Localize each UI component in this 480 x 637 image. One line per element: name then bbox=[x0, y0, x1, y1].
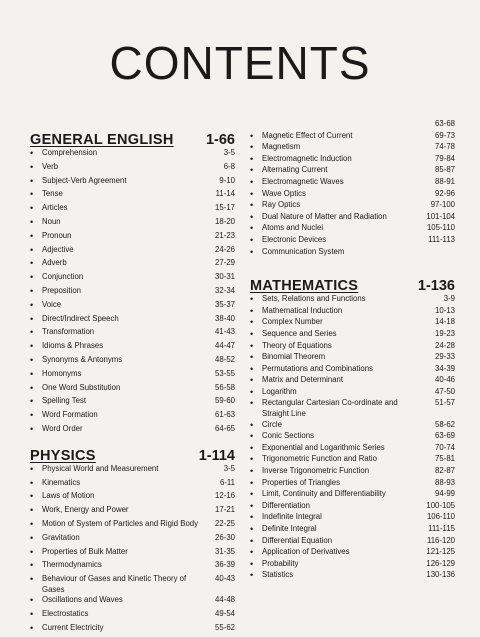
list-item bbox=[250, 536, 455, 548]
bullet-icon: • bbox=[250, 512, 254, 523]
item-title: Idioms & Phrases bbox=[42, 341, 104, 351]
item-title: Synonyms & Antonyms bbox=[42, 354, 123, 364]
list-item bbox=[250, 223, 455, 235]
item-title: Current Electricity bbox=[42, 622, 104, 632]
item-pages: 106-110 bbox=[426, 512, 455, 522]
bullet-icon: • bbox=[250, 188, 254, 199]
list-item bbox=[250, 501, 455, 513]
item-pages: 126-129 bbox=[426, 558, 455, 568]
list-item bbox=[30, 369, 235, 383]
list-item bbox=[30, 327, 235, 341]
item-pages: 88-93 bbox=[435, 477, 455, 487]
bullet-icon: • bbox=[30, 463, 34, 474]
list-item bbox=[250, 466, 455, 478]
list-item bbox=[250, 329, 455, 341]
item-title: Differentiation bbox=[262, 500, 310, 510]
section-range: 1-136 bbox=[417, 278, 455, 295]
section-header bbox=[30, 128, 235, 148]
list-item bbox=[30, 478, 235, 492]
item-pages: 27-29 bbox=[215, 258, 235, 268]
list-item bbox=[30, 533, 235, 547]
item-title: Pronoun bbox=[42, 230, 72, 240]
item-pages: 97-100 bbox=[430, 200, 455, 210]
item-title: Electromagnetic Induction bbox=[262, 153, 352, 163]
list-item bbox=[250, 375, 455, 387]
list-item bbox=[30, 609, 235, 623]
list-item bbox=[250, 547, 455, 559]
item-list bbox=[250, 131, 455, 259]
bullet-icon: • bbox=[250, 477, 254, 488]
item-title: Verb bbox=[42, 161, 59, 171]
item-pages: 130-136 bbox=[426, 570, 455, 580]
item-pages: 40-46 bbox=[435, 375, 455, 385]
item-pages: 31-35 bbox=[215, 546, 235, 556]
item-pages: 9-10 bbox=[219, 175, 235, 185]
item-pages: 11-14 bbox=[215, 189, 235, 199]
bullet-icon: • bbox=[30, 341, 34, 352]
section-general-english bbox=[30, 128, 235, 438]
item-title: Word Formation bbox=[42, 410, 98, 420]
list-item bbox=[250, 154, 455, 166]
item-pages: 94-99 bbox=[435, 489, 455, 499]
bullet-icon: • bbox=[30, 272, 34, 283]
item-title: Mathematical Induction bbox=[262, 305, 343, 315]
item-pages: 47-50 bbox=[435, 386, 455, 396]
item-pages: 18-20 bbox=[215, 216, 235, 226]
item-title: Definite Integral bbox=[262, 524, 317, 533]
item-title: Wave Optics bbox=[262, 188, 306, 198]
item-title: One Word Substitution bbox=[42, 382, 121, 392]
bullet-icon: • bbox=[250, 130, 254, 141]
bullet-icon: • bbox=[250, 386, 254, 397]
item-title: Thermodynamics bbox=[42, 560, 102, 570]
item-pages: 48-52 bbox=[215, 354, 235, 364]
bullet-icon: • bbox=[250, 340, 254, 351]
list-item bbox=[30, 519, 235, 533]
item-pages: 40-43 bbox=[215, 574, 235, 584]
list-item bbox=[250, 559, 455, 571]
bullet-icon: • bbox=[250, 570, 254, 581]
bullet-icon: • bbox=[30, 396, 34, 407]
item-pages: 35-37 bbox=[215, 299, 235, 309]
item-title: Articles bbox=[42, 203, 68, 213]
list-item bbox=[250, 364, 455, 376]
item-pages: 38-40 bbox=[215, 313, 235, 323]
list-item bbox=[30, 217, 235, 231]
list-item bbox=[250, 317, 455, 329]
item-pages: 59-60 bbox=[215, 396, 235, 406]
item-pages: 49-54 bbox=[215, 609, 235, 619]
item-title: Physical World and Measurement bbox=[42, 463, 159, 473]
item-pages: 17-21 bbox=[215, 505, 235, 515]
item-pages: 111-115 bbox=[428, 524, 455, 533]
list-item bbox=[30, 491, 235, 505]
section-header bbox=[30, 444, 235, 464]
bullet-icon: • bbox=[250, 535, 254, 546]
bullet-icon: • bbox=[30, 595, 34, 606]
item-pages: 36-39 bbox=[215, 560, 235, 570]
bullet-icon: • bbox=[250, 352, 254, 363]
bullet-icon: • bbox=[30, 313, 34, 324]
bullet-icon: • bbox=[30, 161, 34, 172]
item-pages: 3-9 bbox=[443, 294, 455, 304]
list-item bbox=[30, 231, 235, 245]
list-item bbox=[250, 420, 455, 432]
list-item bbox=[250, 235, 455, 247]
list-item bbox=[250, 524, 455, 536]
bullet-icon: • bbox=[30, 505, 34, 516]
bullet-icon: • bbox=[250, 375, 254, 386]
item-title: Spelling Test bbox=[42, 396, 87, 406]
item-title: Behaviour of Gases and Kinetic Theory of Gases bbox=[42, 574, 187, 594]
item-title: Magnetism bbox=[262, 142, 301, 152]
bullet-icon: • bbox=[30, 148, 34, 158]
bullet-icon: • bbox=[250, 466, 254, 477]
section-mathematics bbox=[250, 274, 455, 582]
list-item bbox=[30, 203, 235, 217]
section-physics-continued bbox=[250, 119, 455, 258]
item-title: Logarithm bbox=[262, 386, 297, 396]
item-title: Preposition bbox=[42, 285, 82, 295]
bullet-icon: • bbox=[30, 327, 34, 338]
bullet-icon: • bbox=[30, 216, 34, 227]
item-title: Properties of Triangles bbox=[262, 477, 341, 487]
list-item bbox=[250, 189, 455, 201]
bullet-icon: • bbox=[250, 419, 254, 430]
item-pages: 44-48 bbox=[215, 595, 235, 605]
bullet-icon: • bbox=[30, 285, 34, 296]
item-pages: 29-33 bbox=[435, 352, 455, 362]
item-pages: 85-87 bbox=[435, 165, 455, 175]
list-item bbox=[30, 560, 235, 574]
item-title: Properties of Bulk Matter bbox=[42, 546, 128, 556]
bullet-icon: • bbox=[30, 518, 34, 529]
item-title: Kinematics bbox=[42, 477, 81, 487]
item-title: Trigonometric Function and Ratio bbox=[262, 454, 377, 464]
item-title: Electronic Devices bbox=[262, 234, 327, 244]
item-pages: 24-28 bbox=[435, 340, 455, 350]
bullet-icon: • bbox=[30, 189, 34, 200]
list-item bbox=[250, 177, 455, 189]
list-item bbox=[250, 387, 455, 399]
bullet-icon: • bbox=[250, 454, 254, 465]
item-title: Motion of System of Particles and Rigid Body bbox=[42, 518, 199, 528]
item-pages: 55-62 bbox=[215, 622, 235, 632]
item-title: Exponential and Logarithmic Series bbox=[262, 442, 385, 452]
list-item bbox=[250, 352, 455, 364]
bullet-icon: • bbox=[250, 431, 254, 442]
bullet-icon: • bbox=[30, 299, 34, 310]
item-pages: 121-125 bbox=[426, 547, 455, 557]
item-title: Ray Optics bbox=[262, 200, 301, 210]
item-title: Matrix and Determinant bbox=[262, 375, 344, 385]
item-pages: 69-73 bbox=[435, 130, 455, 140]
list-item bbox=[30, 410, 235, 424]
item-list bbox=[250, 294, 455, 582]
bullet-icon: • bbox=[30, 354, 34, 365]
bullet-icon: • bbox=[250, 363, 254, 374]
list-item bbox=[250, 454, 455, 466]
item-pages: 105-110 bbox=[426, 223, 455, 233]
list-item bbox=[30, 574, 235, 595]
item-title: Dual Nature of Matter and Radiation bbox=[262, 211, 387, 221]
bullet-icon: • bbox=[250, 142, 254, 153]
item-list bbox=[30, 464, 235, 637]
bullet-icon: • bbox=[30, 368, 34, 379]
item-pages: 63-68 bbox=[435, 119, 455, 128]
section-name: GENERAL ENGLISH bbox=[30, 132, 174, 148]
section-name: PHYSICS bbox=[30, 447, 96, 464]
list-item bbox=[30, 383, 235, 397]
item-list bbox=[30, 148, 235, 438]
bullet-icon: • bbox=[30, 423, 34, 434]
item-pages: 12-16 bbox=[215, 491, 235, 501]
list-item bbox=[250, 142, 455, 154]
item-pages: 15-17 bbox=[215, 203, 235, 213]
list-item bbox=[250, 119, 455, 131]
item-title: Subject-Verb Agreement bbox=[42, 175, 127, 185]
bullet-icon: • bbox=[250, 500, 254, 511]
bullet-icon: • bbox=[250, 211, 254, 222]
item-title: Permutations and Combinations bbox=[262, 363, 373, 373]
list-item bbox=[30, 286, 235, 300]
item-pages: 53-55 bbox=[215, 368, 235, 378]
right-column bbox=[250, 119, 455, 582]
left-column bbox=[30, 128, 235, 637]
section-name: MATHEMATICS bbox=[250, 278, 359, 295]
item-pages: 111-113 bbox=[428, 234, 455, 244]
list-item bbox=[250, 570, 455, 582]
bullet-icon: • bbox=[250, 524, 254, 534]
bullet-icon: • bbox=[250, 489, 254, 500]
bullet-icon: • bbox=[30, 622, 34, 633]
item-pages: 14-18 bbox=[435, 317, 455, 327]
item-title: Communication System bbox=[262, 246, 345, 256]
item-pages: 75-81 bbox=[435, 454, 455, 464]
list-item bbox=[250, 294, 455, 306]
list-item bbox=[30, 245, 235, 259]
list-item bbox=[30, 623, 235, 637]
item-pages: 19-23 bbox=[435, 328, 455, 338]
item-pages: 3-5 bbox=[223, 148, 235, 157]
item-title: Electromagnetic Waves bbox=[262, 176, 344, 186]
bullet-icon: • bbox=[30, 560, 34, 571]
item-title: Statistics bbox=[262, 570, 294, 580]
bullet-icon: • bbox=[30, 477, 34, 488]
list-item bbox=[250, 398, 455, 419]
list-item bbox=[30, 341, 235, 355]
item-title: Transformation bbox=[42, 327, 95, 337]
item-title: Application of Derivatives bbox=[262, 547, 350, 557]
item-pages: 101-104 bbox=[426, 211, 455, 221]
bullet-icon: • bbox=[30, 532, 34, 543]
bullet-icon: • bbox=[250, 442, 254, 453]
item-pages: 82-87 bbox=[435, 466, 455, 476]
list-item bbox=[250, 443, 455, 455]
list-item bbox=[250, 306, 455, 318]
bullet-icon: • bbox=[250, 558, 254, 569]
list-item bbox=[250, 212, 455, 224]
item-pages: 21-23 bbox=[215, 230, 235, 240]
list-item bbox=[30, 595, 235, 609]
list-item bbox=[250, 431, 455, 443]
item-title: Adverb bbox=[42, 258, 67, 268]
item-pages: 3-5 bbox=[223, 463, 235, 473]
item-title: Direct/Indirect Speech bbox=[42, 313, 119, 323]
item-title: Laws of Motion bbox=[42, 491, 95, 501]
item-title: Electrostatics bbox=[42, 609, 89, 619]
list-item bbox=[30, 424, 235, 438]
list-item bbox=[250, 478, 455, 490]
list-item bbox=[30, 505, 235, 519]
item-title: Complex Number bbox=[262, 317, 323, 327]
item-pages: 61-63 bbox=[215, 410, 235, 420]
bullet-icon: • bbox=[30, 574, 34, 585]
bullet-icon: • bbox=[30, 244, 34, 255]
list-item bbox=[250, 512, 455, 524]
item-title: Inverse Trigonometric Function bbox=[262, 466, 370, 476]
item-pages: 100-105 bbox=[426, 500, 455, 510]
item-title: Atoms and Nuclei bbox=[262, 223, 324, 233]
list-item bbox=[30, 148, 235, 162]
bullet-icon: • bbox=[250, 176, 254, 187]
item-title: Tense bbox=[42, 189, 63, 199]
bullet-icon: • bbox=[250, 246, 254, 257]
list-item bbox=[30, 314, 235, 328]
list-item bbox=[30, 258, 235, 272]
list-item bbox=[250, 341, 455, 353]
item-pages: 24-26 bbox=[215, 244, 235, 254]
item-title: Theory of Equations bbox=[262, 340, 332, 350]
bullet-icon: • bbox=[250, 547, 254, 558]
item-pages: 64-65 bbox=[215, 423, 235, 433]
item-pages: 58-62 bbox=[435, 419, 455, 429]
item-pages: 116-120 bbox=[426, 535, 455, 545]
item-title: Gravitation bbox=[42, 532, 80, 542]
list-item bbox=[30, 162, 235, 176]
item-pages: 70-74 bbox=[435, 442, 455, 452]
list-item bbox=[30, 396, 235, 410]
item-pages: 44-47 bbox=[215, 341, 235, 351]
bullet-icon: • bbox=[30, 491, 34, 502]
item-title: Rectangular Cartesian Co-ordinate and Straight Line bbox=[262, 398, 398, 419]
bullet-icon: • bbox=[30, 410, 34, 421]
section-range: 1-66 bbox=[205, 132, 235, 148]
bullet-icon: • bbox=[250, 317, 254, 328]
bullet-icon: • bbox=[30, 258, 34, 269]
item-pages: 63-69 bbox=[435, 431, 455, 441]
item-pages: 30-31 bbox=[215, 272, 235, 282]
item-title: Alternating Current bbox=[262, 165, 328, 175]
bullet-icon: • bbox=[250, 328, 254, 339]
bullet-icon: • bbox=[250, 294, 254, 305]
section-header bbox=[250, 274, 455, 294]
list-item bbox=[30, 464, 235, 478]
list-item bbox=[30, 189, 235, 203]
bullet-icon: • bbox=[250, 234, 254, 245]
item-title: Conjunction bbox=[42, 272, 84, 282]
list-item bbox=[250, 247, 455, 259]
page-title: CONTENTS bbox=[109, 37, 371, 89]
item-pages: 10-13 bbox=[435, 305, 455, 315]
list-item bbox=[30, 300, 235, 314]
item-title: Homonyms bbox=[42, 368, 82, 378]
bullet-icon: • bbox=[250, 200, 254, 211]
item-title: Differential Equation bbox=[262, 535, 333, 545]
bullet-icon: • bbox=[250, 153, 254, 164]
bullet-icon: • bbox=[30, 230, 34, 241]
item-pages: 26-30 bbox=[215, 532, 235, 542]
bullet-icon: • bbox=[250, 305, 254, 316]
item-pages: 6-8 bbox=[223, 161, 235, 171]
item-pages: 41-43 bbox=[215, 327, 235, 337]
item-title: Noun bbox=[42, 216, 61, 226]
bullet-icon: • bbox=[30, 546, 34, 557]
item-title: Adjective bbox=[42, 244, 74, 254]
bullet-icon: • bbox=[30, 609, 34, 620]
bullet-icon: • bbox=[250, 223, 254, 234]
item-pages: 51-57 bbox=[435, 398, 455, 408]
bullet-icon: • bbox=[30, 203, 34, 214]
section-physics bbox=[30, 444, 235, 637]
bullet-icon: • bbox=[250, 165, 254, 176]
item-pages: 6-11 bbox=[219, 477, 235, 487]
item-title: Sets, Relations and Functions bbox=[262, 294, 366, 304]
item-pages: 34-39 bbox=[435, 363, 455, 373]
item-title: Oscillations and Waves bbox=[42, 595, 123, 605]
list-item bbox=[30, 272, 235, 286]
list-item bbox=[250, 165, 455, 177]
list-item bbox=[250, 200, 455, 212]
item-title: Magnetic Effect of Current bbox=[262, 130, 353, 140]
item-title: Binomial Theorem bbox=[262, 352, 326, 362]
section-range: 1-114 bbox=[198, 447, 235, 464]
item-title: Indefinite Integral bbox=[262, 512, 322, 522]
bullet-icon: • bbox=[30, 382, 34, 393]
item-pages: 79-84 bbox=[435, 153, 455, 163]
item-pages: 56-58 bbox=[215, 382, 235, 392]
item-pages: 92-96 bbox=[435, 188, 455, 198]
item-title: Voice bbox=[42, 299, 62, 309]
list-item bbox=[30, 176, 235, 190]
item-title: Circle bbox=[262, 419, 282, 429]
list-item bbox=[250, 131, 455, 143]
item-pages: 22-25 bbox=[215, 518, 235, 528]
item-pages: 88-91 bbox=[435, 176, 455, 186]
item-title: Sequence and Series bbox=[262, 328, 337, 338]
item-title: Work, Energy and Power bbox=[42, 505, 129, 515]
item-pages: 32-34 bbox=[215, 285, 235, 295]
item-title: Word Order bbox=[42, 423, 83, 433]
bullet-icon: • bbox=[30, 175, 34, 186]
list-item bbox=[250, 489, 455, 501]
list-item bbox=[30, 547, 235, 561]
item-title: Limit, Continuity and Differentiability bbox=[262, 489, 386, 499]
item-pages: 74-78 bbox=[435, 142, 455, 152]
item-title: Conic Sections bbox=[262, 431, 315, 441]
list-item bbox=[30, 355, 235, 369]
item-title: Probability bbox=[262, 558, 299, 568]
bullet-icon: • bbox=[250, 398, 254, 409]
item-title: Comprehension bbox=[42, 148, 98, 157]
